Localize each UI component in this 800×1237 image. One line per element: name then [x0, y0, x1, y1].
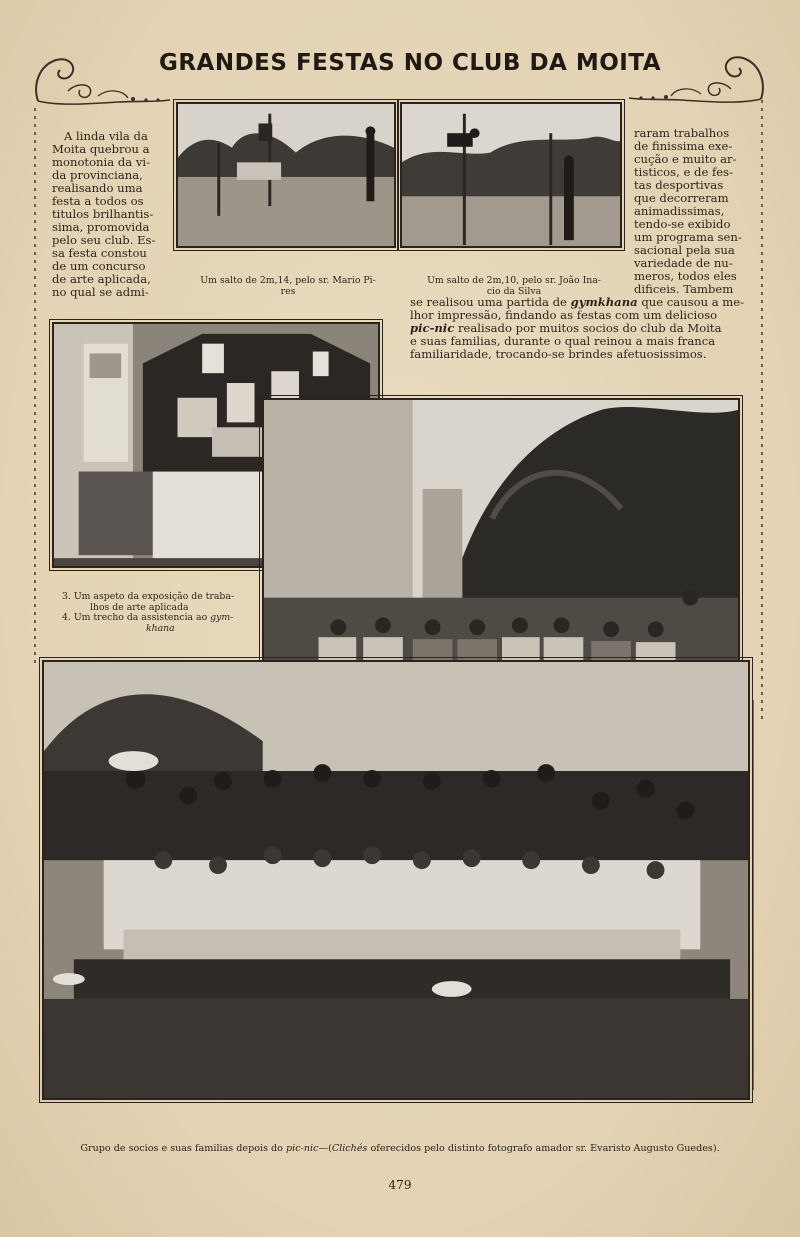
text-line: de finissima exe-	[634, 139, 733, 153]
photo-high-jump-1	[176, 102, 396, 248]
text-line: Moita quebrou a	[52, 142, 150, 156]
text-line: festa a todos os	[52, 194, 144, 208]
text-line: realisando uma	[52, 181, 143, 195]
text-span: oferecidos pelo distinto fotografo amador sr. Evaristo Augusto Guedes).	[367, 1143, 720, 1154]
text-line: tisticos, e de fes-	[634, 165, 734, 179]
text-line: que decorreram	[634, 191, 729, 205]
text-line: cução e muito ar-	[634, 152, 737, 166]
text-line: de um concurso	[52, 259, 146, 273]
continuation-paragraph	[410, 296, 746, 361]
photo-high-jump-2	[400, 102, 622, 248]
text-line: titulos brilhantis-	[52, 207, 154, 221]
keyword-span: gym-	[210, 612, 234, 623]
text-line: tendo-se exibido	[634, 217, 731, 231]
caption-photo-2	[408, 276, 620, 297]
text-span: Grupo de socios e suas familias depois do	[80, 1143, 287, 1154]
text-line: meros, todos eles	[634, 269, 737, 283]
intro-column-right	[634, 127, 746, 296]
text-line: pelo seu club. Es-	[52, 233, 156, 247]
text-line: de arte aplicada,	[52, 272, 151, 286]
text-line: variedade de nu-	[634, 256, 733, 270]
page-number: 479	[388, 1178, 412, 1192]
caption-line: Um salto de 2m,10, pelo sr. João Ina-	[427, 275, 601, 286]
keyword-span: gymkhana	[570, 295, 638, 309]
text-line: um programa sen-	[634, 230, 742, 244]
text-line: da provinciana,	[52, 168, 143, 182]
text-line: animadissimas,	[634, 204, 725, 218]
intro-column-left	[52, 130, 160, 299]
text-line: no qual se admi-	[52, 285, 149, 299]
text-span: 4. Um trecho da assistencia ao	[62, 612, 208, 623]
right-dotted-border-icon	[757, 100, 767, 720]
text-line: sima, promovida	[52, 220, 150, 234]
caption-line: lhos de arte aplicada	[90, 601, 189, 613]
keyword-span: pic-nic	[286, 1143, 319, 1154]
text-line: A linda vila da	[64, 129, 148, 143]
text-span: que causou a me-	[637, 295, 745, 309]
keyword-span: khana	[146, 622, 175, 634]
left-dotted-border-icon	[30, 108, 40, 668]
text-span: se realisou uma partida de	[410, 295, 571, 309]
photo-group-picnic	[42, 660, 750, 1100]
keyword-span: Clichés	[331, 1143, 368, 1154]
caption-group-photo	[40, 1143, 760, 1155]
caption-line: cio da Silva	[486, 285, 542, 297]
text-line: sa festa constou	[52, 246, 147, 260]
text-line: raram trabalhos	[634, 126, 730, 140]
caption-photo-1	[182, 276, 394, 297]
text-span: —(	[318, 1143, 332, 1154]
article-title: GRANDES FESTAS NO CLUB DA MOITA	[158, 50, 662, 76]
text-line: familiaridade, trocando-se brindes afetuosissimos.	[410, 347, 707, 361]
text-span: realisado por muitos socios do club da Moita	[454, 321, 722, 335]
keyword-span: pic-nic	[410, 321, 455, 335]
caption-line: res	[280, 285, 296, 297]
text-line: monotonia da vi-	[52, 155, 151, 169]
caption-photos-3-4	[50, 592, 270, 634]
text-line: tas desportivas	[634, 178, 724, 192]
caption-line	[62, 624, 270, 635]
caption-line: Um salto de 2m,14, pelo sr. Mario Pi-	[200, 275, 376, 286]
caption-line: 3. Um aspeto da exposição de traba-	[62, 591, 235, 602]
text-line: lhor impressão, findando as festas com um delicioso	[410, 308, 718, 322]
text-line: dificeis. Tambem	[634, 282, 734, 296]
text-line: sacional pela sua	[634, 243, 735, 257]
text-line: e suas familias, durante o qual reinou a mais franca	[410, 334, 716, 348]
